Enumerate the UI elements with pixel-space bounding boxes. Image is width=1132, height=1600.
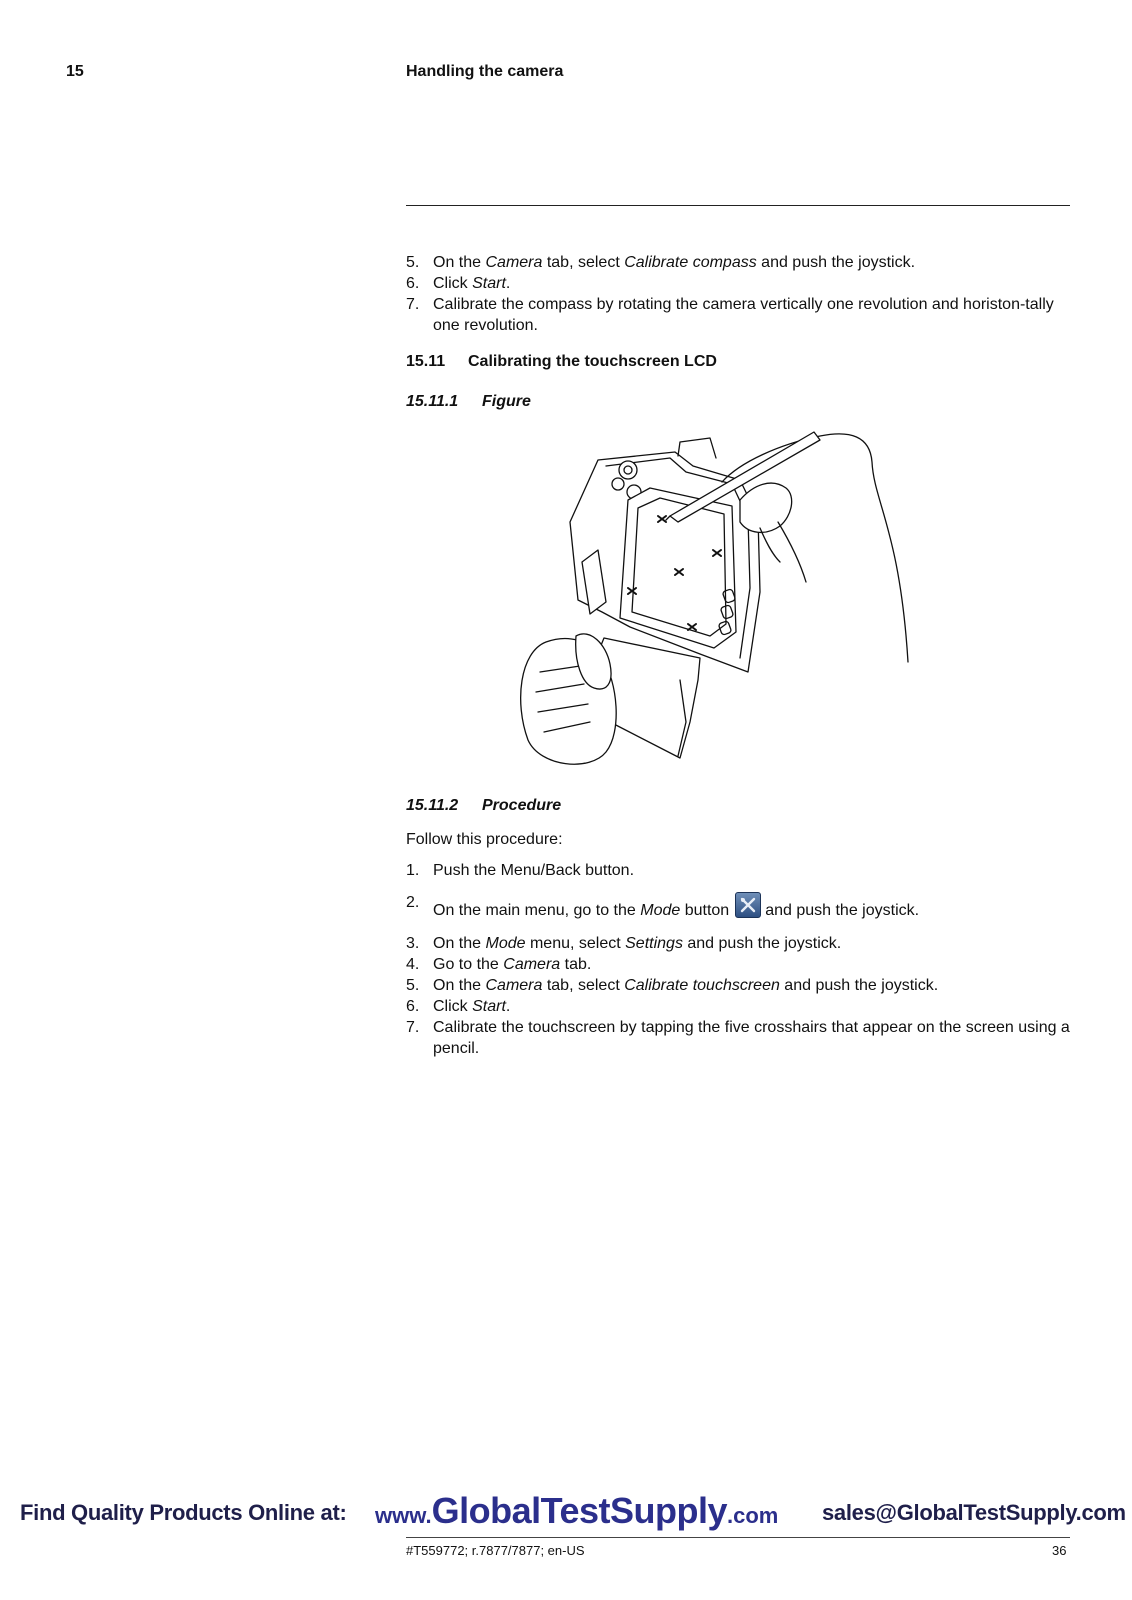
step-text: tab, select	[542, 254, 625, 271]
step-text: Go to the	[433, 956, 504, 973]
list-item	[406, 1017, 1070, 1059]
list-item	[406, 975, 1070, 996]
list-item	[406, 273, 1070, 294]
step-text: On the	[433, 935, 486, 952]
step-emphasis: Camera	[485, 977, 543, 994]
step-number: 4.	[406, 956, 420, 973]
step-text: button	[680, 902, 730, 919]
subsection-title: Procedure	[482, 797, 562, 814]
step-text: Click	[433, 998, 473, 1015]
step-emphasis: Mode	[640, 902, 681, 919]
chapter-number: 15	[66, 63, 84, 80]
step-number: 7.	[406, 296, 420, 313]
step-emphasis: Settings	[625, 935, 683, 952]
step-number: 6.	[406, 998, 420, 1015]
subsection-number: 15.11.2	[406, 797, 459, 814]
step-text: .	[505, 998, 511, 1015]
step-text: On the main menu, go to the	[433, 902, 641, 919]
step-text: tab.	[560, 956, 592, 973]
list-item	[406, 954, 1070, 975]
step-emphasis: Mode	[485, 935, 526, 952]
subsection-heading-procedure	[406, 797, 561, 815]
procedure-intro: Follow this procedure:	[406, 831, 563, 848]
step-text: and push the joystick.	[765, 902, 920, 919]
step-text: Calibrate the touchscreen by tapping the five crosshairs that appear on the screen using a pencil.	[433, 1019, 1070, 1057]
step-text: Push the Menu/Back button.	[433, 862, 635, 879]
section-title: Calibrating the touchscreen LCD	[468, 353, 717, 370]
step-text: and push the joystick.	[682, 935, 842, 952]
footer-doc-id: #T559772; r.7877/7877; en-US	[406, 1543, 585, 1558]
section-heading	[406, 353, 717, 371]
ad-website-link[interactable]	[375, 1490, 778, 1532]
step-number: 3.	[406, 935, 420, 952]
step-emphasis: Calibrate compass	[624, 254, 757, 271]
step-emphasis: Start	[472, 275, 506, 292]
step-number: 7.	[406, 1019, 420, 1036]
mode-tools-icon	[735, 892, 761, 918]
step-number: 6.	[406, 275, 420, 292]
ad-tagline: Find Quality Products Online at:	[20, 1500, 347, 1525]
list-item	[406, 294, 1070, 336]
list-item	[406, 860, 1070, 881]
step-text: Click	[433, 275, 473, 292]
subsection-number: 15.11.1	[406, 393, 459, 410]
list-item	[406, 996, 1070, 1017]
subsection-title: Figure	[482, 393, 531, 410]
step-text: menu, select	[525, 935, 626, 952]
ad-url-name: GlobalTestSupply	[431, 1490, 728, 1531]
step-text: .	[505, 275, 511, 292]
step-number: 1.	[406, 862, 420, 879]
ad-url-suffix: .com	[727, 1503, 779, 1528]
step-number: 5.	[406, 254, 420, 271]
camera-touchscreen-figure	[510, 422, 940, 778]
subsection-heading-figure	[406, 393, 531, 411]
step-emphasis: Camera	[503, 956, 561, 973]
step-text: On the	[433, 977, 486, 994]
step-text: tab, select	[542, 977, 625, 994]
step-emphasis: Start	[472, 998, 506, 1015]
section-number: 15.11	[406, 353, 446, 370]
step-text: and push the joystick.	[779, 977, 939, 994]
step-text: On the	[433, 254, 486, 271]
header-divider	[406, 205, 1070, 206]
step-emphasis: Camera	[485, 254, 543, 271]
list-item	[406, 933, 1070, 954]
footer-page-number: 36	[1052, 1543, 1067, 1558]
steps-list-compass	[406, 252, 1070, 336]
ad-url-prefix: www.	[375, 1503, 432, 1528]
ad-email-link[interactable]: sales@GlobalTestSupply.com	[822, 1500, 1126, 1525]
footer-divider	[406, 1537, 1070, 1538]
chapter-title: Handling the camera	[406, 63, 564, 80]
step-number: 2.	[406, 894, 420, 911]
step-text: Calibrate the compass by rotating the camera vertically one revolution and horiston-tally one revolution.	[433, 296, 1054, 334]
steps-list-procedure	[406, 860, 1070, 1059]
step-number: 5.	[406, 977, 420, 994]
list-item	[406, 252, 1070, 273]
step-emphasis: Calibrate touchscreen	[624, 977, 780, 994]
step-text: and push the joystick.	[756, 254, 916, 271]
list-item	[406, 892, 1070, 921]
